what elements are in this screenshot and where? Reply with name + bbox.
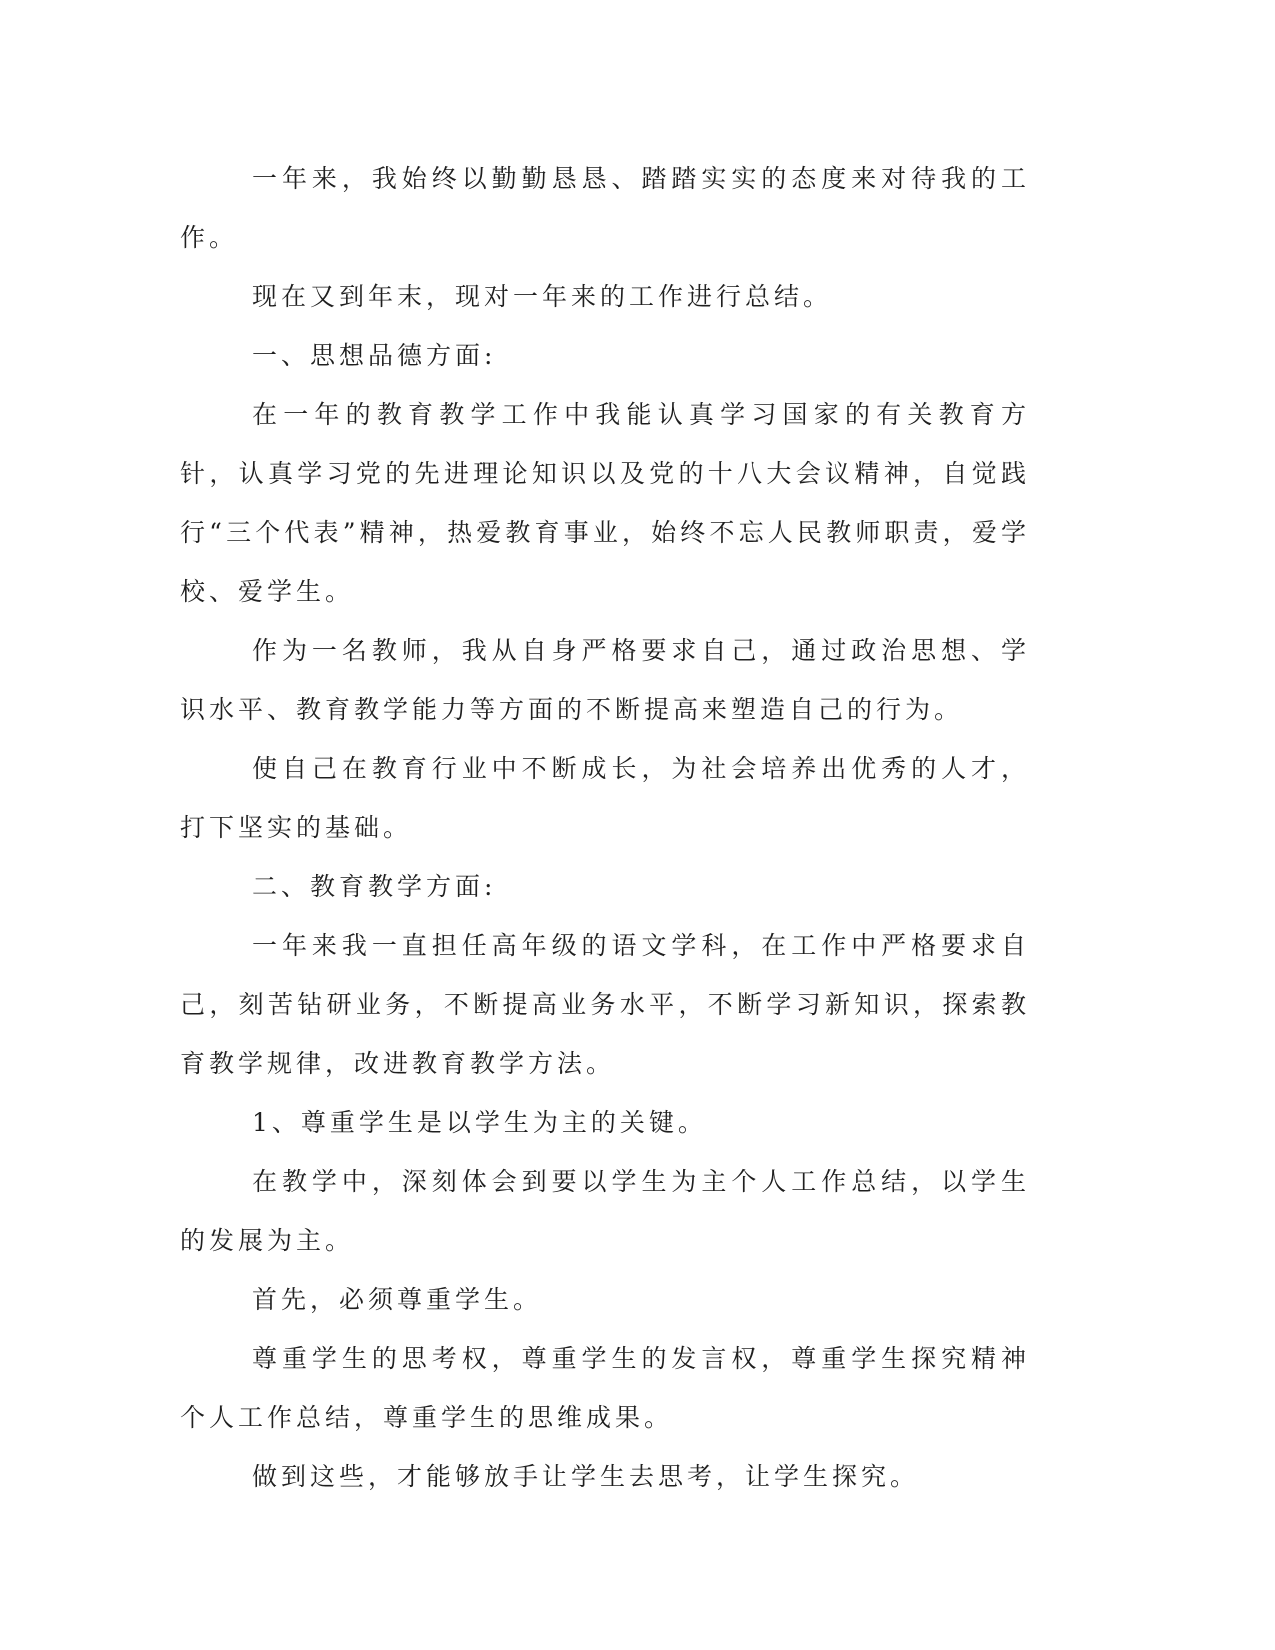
paragraph-let-students-explore: 做到这些，才能够放手让学生去思考，让学生探究。 — [252, 1462, 920, 1491]
paragraph-opening: 一年来，我始终以勤勤恳恳、踏踏实实的态度来对待我的工作。 — [180, 164, 1030, 252]
paragraph-ideology-study: 在一年的教育教学工作中我能认真学习国家的有关教育方针，认真学习党的先进理论知识以及党的十八大会议精神，自觉践行“三个代表”精神，热爱教育事业，始终不忘人民教师职责，爱学校、爱学生。 — [180, 400, 1030, 606]
paragraph-growth: 使自己在教育行业中不断成长，为社会培养出优秀的人才，打下坚实的基础。 — [180, 754, 1030, 842]
paragraph-teaching-work: 一年来我一直担任高年级的语文学科，在工作中严格要求自己，刻苦钻研业务，不断提高业务水平，不断学习新知识，探索教育教学规律，改进教育教学方法。 — [180, 931, 1030, 1078]
subheading-respect-students: 1、尊重学生是以学生为主的关键。 — [252, 1108, 707, 1137]
paragraph-self-discipline: 作为一名教师，我从自身严格要求自己，通过政治思想、学识水平、教育教学能力等方面的不断提高来塑造自己的行为。 — [180, 636, 1030, 724]
section-heading-ideology: 一、思想品德方面: — [252, 341, 497, 370]
paragraph-first-respect: 首先，必须尊重学生。 — [252, 1285, 543, 1314]
section-heading-teaching: 二、教育教学方面: — [252, 872, 497, 901]
paragraph-student-centered: 在教学中，深刻体会到要以学生为主个人工作总结，以学生的发展为主。 — [180, 1167, 1030, 1255]
document-body — [180, 149, 1030, 1506]
paragraph-respect-rights: 尊重学生的思考权，尊重学生的发言权，尊重学生探究精神个人工作总结，尊重学生的思维成果。 — [180, 1344, 1030, 1432]
paragraph-summary-intro: 现在又到年末，现对一年来的工作进行总结。 — [252, 282, 833, 311]
